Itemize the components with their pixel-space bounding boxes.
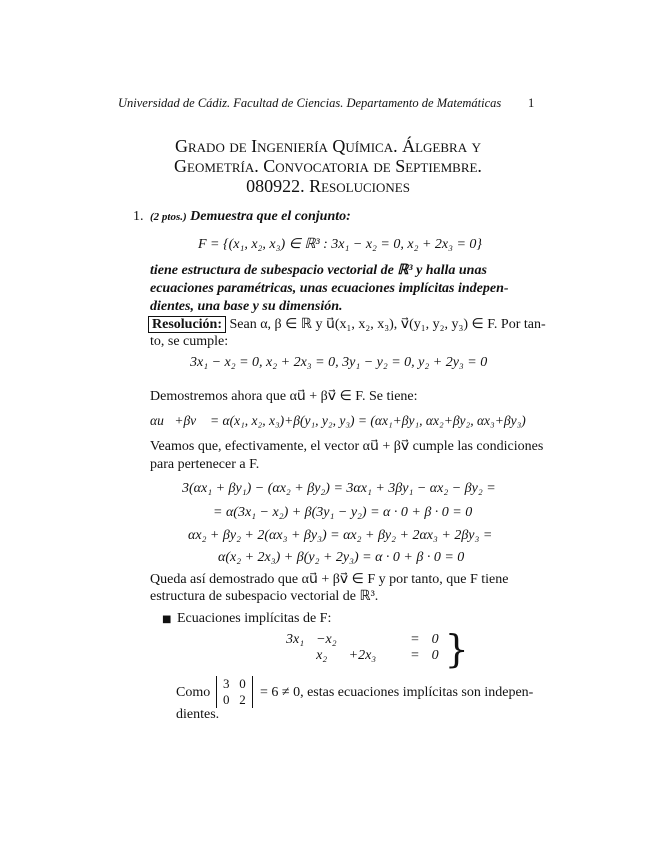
document-title [96, 136, 560, 196]
title-line-3: 080922. Resoluciones [246, 176, 410, 196]
resolution-label: Resolución: [148, 316, 226, 333]
system-cell: = [410, 648, 420, 663]
problem-number: 1. [133, 209, 144, 224]
equation-conditions: 3x₁ − x₂ = 0, x₂ + 2x₃ = 0, 3y₁ − y₂ = 0, y₂ + 2y₃ = 0 [190, 355, 488, 370]
equation-system-table [280, 632, 445, 664]
running-header: Universidad de Cádiz. Facultad de Ciencias. Departamento de Matemáticas [118, 96, 502, 110]
system-cell: 0 [431, 648, 439, 663]
determinant-text: = 6 ≠ 0, estas ecuaciones implícitas son indepen- [260, 685, 534, 700]
title-line-2: Geometría. Convocatoria de Septiembre. [174, 156, 482, 176]
conclusion-line-1: Queda así demostrado que αu⃗ + βv⃗ ∈ F y por tanto, que F tiene [150, 572, 509, 587]
equation-system [280, 627, 469, 671]
system-cell: = [410, 632, 420, 647]
system-row-2 [280, 648, 445, 664]
system-cell [343, 632, 383, 648]
resolution-text-1: Sean α, β ∈ ℝ y u⃗(x₁, x₂, x₃), v⃗(y₁, y₂, y₃) ∈ F. Por tan- [229, 317, 546, 332]
equation-linear-combination: αu⃗+βv⃗ = α(x₁, x₂, x₃)+β(y₁, y₂, y₃) = (αx₁+βy₁, αx₂+βy₂, αx₃+βy₃) [150, 413, 526, 428]
problem-intro: Demuestra que el conjunto: [190, 209, 351, 224]
bullet-marker: ■ [162, 614, 172, 625]
implicit-equations-label: Ecuaciones implícitas de F: [177, 611, 332, 626]
right-brace: } [444, 627, 469, 671]
text-veamos-2: para pertenecer a F. [150, 457, 260, 472]
como-label: Como [176, 685, 211, 700]
determinant [216, 676, 253, 708]
determinant-text-2: dientes. [176, 707, 220, 722]
statement-line-1: tiene estructura de subespacio vectorial de ℝ³ y halla unas [150, 263, 487, 278]
title-line-1: Grado de Ingeniería Química. Álgebra y [175, 136, 481, 156]
statement-line-3: dientes, una base y su dimensión. [150, 299, 343, 314]
det-row-1: 3 0 [223, 676, 246, 691]
problem-statement-intro [150, 208, 351, 226]
conclusion-line-2: estructura de subespacio vectorial de ℝ³. [150, 589, 379, 604]
resolution-line-1 [148, 316, 546, 334]
resolution-line-2: to, se cumple: [150, 334, 229, 349]
set-definition: F = {(x₁, x₂, x₃) ∈ ℝ³ : 3x₁ − x₂ = 0, x₂ + 2x₃ = 0} [198, 237, 483, 252]
problem-points: (2 ptos.) [150, 211, 187, 223]
system-cell: 3x₁ [286, 632, 305, 647]
system-cell: x₂ [316, 648, 328, 663]
equation-check-1b: = α(3x₁ − x₂) + β(3y₁ − y₂) = α · 0 + β · 0 = 0 [213, 505, 473, 520]
statement-line-2: ecuaciones paramétricas, unas ecuaciones implícitas indepen- [150, 281, 509, 296]
system-row-1 [280, 632, 445, 648]
system-cell: −x₂ [316, 632, 337, 647]
equation-check-1a: 3(αx₁ + βy₁) − (αx₂ + βy₂) = 3αx₁ + 3βy₁ − αx₂ − βy₂ = [182, 481, 496, 496]
system-cell [280, 648, 310, 664]
text-demostremos: Demostremos ahora que αu⃗ + βv⃗ ∈ F. Se tiene: [150, 389, 418, 404]
system-cell: 0 [431, 632, 439, 647]
equation-check-2a: αx₂ + βy₂ + 2(αx₃ + βy₃) = αx₂ + βy₂ + 2αx₃ + 2βy₃ = [188, 528, 493, 543]
equation-check-2b: α(x₂ + 2x₃) + β(y₂ + 2y₃) = α · 0 + β · 0 = 0 [218, 550, 465, 565]
determinant-matrix [216, 676, 253, 708]
system-cell: +2x₃ [348, 648, 377, 663]
page-number: 1 [528, 96, 535, 110]
det-row-2: 0 2 [223, 692, 246, 707]
text-veamos-1: Veamos que, efectivamente, el vector αu⃗ + βv⃗ cumple las condiciones [150, 439, 544, 454]
